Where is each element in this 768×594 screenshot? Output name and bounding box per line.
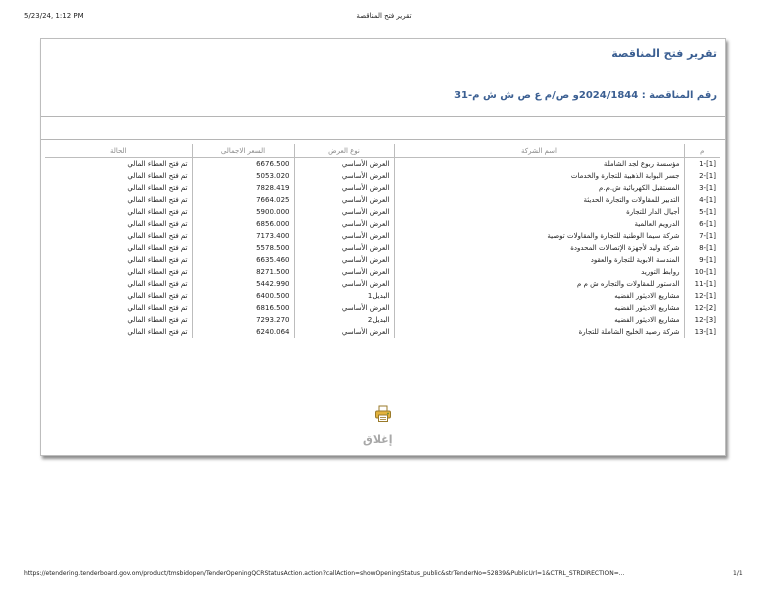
- cell-status-link[interactable]: تم فتح العطاء المالي: [45, 218, 192, 230]
- table-row: [45, 326, 720, 338]
- header-total-price: السعر الاجمالى: [192, 144, 294, 158]
- print-datetime: 5/23/24, 1:12 PM: [24, 12, 84, 20]
- header-index: م: [684, 144, 720, 158]
- cell-company: مؤسسة ربوع لجد الشاملة: [394, 158, 684, 171]
- cell-index: 12-[3]: [694, 316, 716, 324]
- cell-index: 12-[1]: [694, 292, 716, 300]
- cell-company: أجيال الدار للتجارة: [394, 206, 684, 218]
- cell-company: الدستور للمقاولات والتجاره ش م م: [394, 278, 684, 290]
- table-row: [45, 230, 720, 242]
- cell-status-link[interactable]: تم فتح العطاء المالي: [45, 194, 192, 206]
- cell-index: 8-[1]: [699, 244, 716, 252]
- table-row: [45, 302, 720, 314]
- cell-company: مشاريع الاديثور الفضيه: [394, 302, 684, 314]
- cell-company: الدرويم العالمية: [394, 218, 684, 230]
- divider: [41, 139, 725, 140]
- cell-total-price: 5442.990: [192, 278, 294, 290]
- cell-status-link[interactable]: تم فتح العطاء المالي: [45, 314, 192, 326]
- cell-total-price: 7173.400: [192, 230, 294, 242]
- cell-status-link[interactable]: تم فتح العطاء المالي: [45, 278, 192, 290]
- table-row: [45, 182, 720, 194]
- cell-company: مشاريع الاديثور الفضيه: [394, 290, 684, 302]
- cell-index: 11-[1]: [694, 280, 716, 288]
- cell-status-link[interactable]: تم فتح العطاء المالي: [45, 266, 192, 278]
- header-company: اسم الشركة: [394, 144, 684, 158]
- cell-status-link[interactable]: تم فتح العطاء المالي: [45, 158, 192, 171]
- table-row: [45, 290, 720, 302]
- cell-status-link[interactable]: تم فتح العطاء المالي: [45, 206, 192, 218]
- report-title: تقرير فتح المناقصة: [611, 47, 717, 60]
- table-row: [45, 278, 720, 290]
- cell-total-price: 7293.270: [192, 314, 294, 326]
- cell-company: شركة سيما الوطنية للتجارة والمقاولات توصية: [394, 230, 684, 242]
- cell-index: 6-[1]: [699, 220, 716, 228]
- table-row: [45, 266, 720, 278]
- cell-offer-type: العرض الأساسي: [294, 254, 394, 266]
- cell-index: 3-[1]: [699, 184, 716, 192]
- header-status: الحالة: [45, 144, 192, 158]
- cell-offer-type: العرض الأساسي: [294, 242, 394, 254]
- cell-index: 1-[1]: [699, 160, 716, 168]
- cell-company: شركة وليد لأجهزة الإتصالات المحدودة: [394, 242, 684, 254]
- cell-offer-type: العرض الأساسي: [294, 302, 394, 314]
- cell-status-link[interactable]: تم فتح العطاء المالي: [45, 302, 192, 314]
- cell-offer-type: العرض الأساسي: [294, 158, 394, 171]
- cell-offer-type: العرض الأساسي: [294, 182, 394, 194]
- cell-company: التدبير للمقاولات والتجارة الحديثة: [394, 194, 684, 206]
- cell-index: 13-[1]: [694, 328, 716, 336]
- cell-status-link[interactable]: تم فتح العطاء المالي: [45, 170, 192, 182]
- cell-status-link[interactable]: تم فتح العطاء المالي: [45, 182, 192, 194]
- cell-total-price: 6676.500: [192, 158, 294, 171]
- cell-index: 9-[1]: [699, 256, 716, 264]
- cell-offer-type: العرض الأساسي: [294, 278, 394, 290]
- cell-total-price: 5053.020: [192, 170, 294, 182]
- cell-offer-type: العرض الأساسي: [294, 206, 394, 218]
- table-header-row: [45, 144, 720, 158]
- table-row: [45, 254, 720, 266]
- cell-offer-type: العرض الأساسي: [294, 266, 394, 278]
- cell-status-link[interactable]: تم فتح العطاء المالي: [45, 242, 192, 254]
- cell-index: 4-[1]: [699, 196, 716, 204]
- cell-offer-type: العرض الأساسي: [294, 170, 394, 182]
- cell-index: 2-[1]: [699, 172, 716, 180]
- cell-total-price: 8271.500: [192, 266, 294, 278]
- close-button[interactable]: إغلاق: [363, 433, 393, 446]
- header-offer-type: نوع العرض: [294, 144, 394, 158]
- report-panel: [40, 38, 726, 456]
- footer-page-number: 1/1: [733, 570, 743, 577]
- cell-company: المندسة الابوية للتجارة والعقود: [394, 254, 684, 266]
- cell-company: شركة رصيد الخليج الشاملة للتجارة: [394, 326, 684, 338]
- printer-icon[interactable]: [374, 405, 392, 423]
- table-row: [45, 218, 720, 230]
- cell-offer-type: البديل1: [294, 290, 394, 302]
- cell-total-price: 6816.500: [192, 302, 294, 314]
- cell-offer-type: العرض الأساسي: [294, 218, 394, 230]
- cell-status-link[interactable]: تم فتح العطاء المالي: [45, 326, 192, 338]
- table-row: [45, 194, 720, 206]
- cell-status-link[interactable]: تم فتح العطاء المالي: [45, 290, 192, 302]
- cell-total-price: 6635.460: [192, 254, 294, 266]
- table-row: [45, 170, 720, 182]
- cell-total-price: 6400.500: [192, 290, 294, 302]
- print-page-title: تقرير فتح المناقصة: [356, 12, 412, 20]
- cell-index: 7-[1]: [699, 232, 716, 240]
- cell-status-link[interactable]: تم فتح العطاء المالي: [45, 230, 192, 242]
- cell-company: جسر البوابة الذهبية للتجارة والخدمات: [394, 170, 684, 182]
- cell-company: المستقبل الكهربائية ش.م.م: [394, 182, 684, 194]
- cell-total-price: 7664.025: [192, 194, 294, 206]
- footer-url: https://etendering.tenderboard.gov.om/product/tmsbidopen/TenderOpeningQCRStatusAction.action?callAction=showOpeningStatus_public&strTenderNo=52839&PublicUrl=1&CTRL_STRDIRECTION=...: [24, 570, 625, 577]
- cell-total-price: 5578.500: [192, 242, 294, 254]
- cell-total-price: 5900.000: [192, 206, 294, 218]
- tender-number: رقم المناقصة : 2024/1844و ص/م ع ص ش ش م-31: [454, 90, 717, 101]
- cell-total-price: 6856.000: [192, 218, 294, 230]
- cell-total-price: 6240.064: [192, 326, 294, 338]
- cell-status-link[interactable]: تم فتح العطاء المالي: [45, 254, 192, 266]
- table-row: [45, 242, 720, 254]
- cell-company: مشاريع الاديثور الفضيه: [394, 314, 684, 326]
- cell-index: 5-[1]: [699, 208, 716, 216]
- table-row: [45, 206, 720, 218]
- cell-company: روابط التوريد: [394, 266, 684, 278]
- cell-index: 10-[1]: [694, 268, 716, 276]
- blank-band: [41, 117, 725, 139]
- cell-total-price: 7828.419: [192, 182, 294, 194]
- table-row: [45, 314, 720, 326]
- table-row: [45, 158, 720, 171]
- bids-table: [45, 144, 720, 338]
- cell-offer-type: العرض الأساسي: [294, 194, 394, 206]
- cell-offer-type: العرض الأساسي: [294, 230, 394, 242]
- cell-index: 12-[2]: [694, 304, 716, 312]
- cell-offer-type: البديل2: [294, 314, 394, 326]
- cell-offer-type: العرض الأساسي: [294, 326, 394, 338]
